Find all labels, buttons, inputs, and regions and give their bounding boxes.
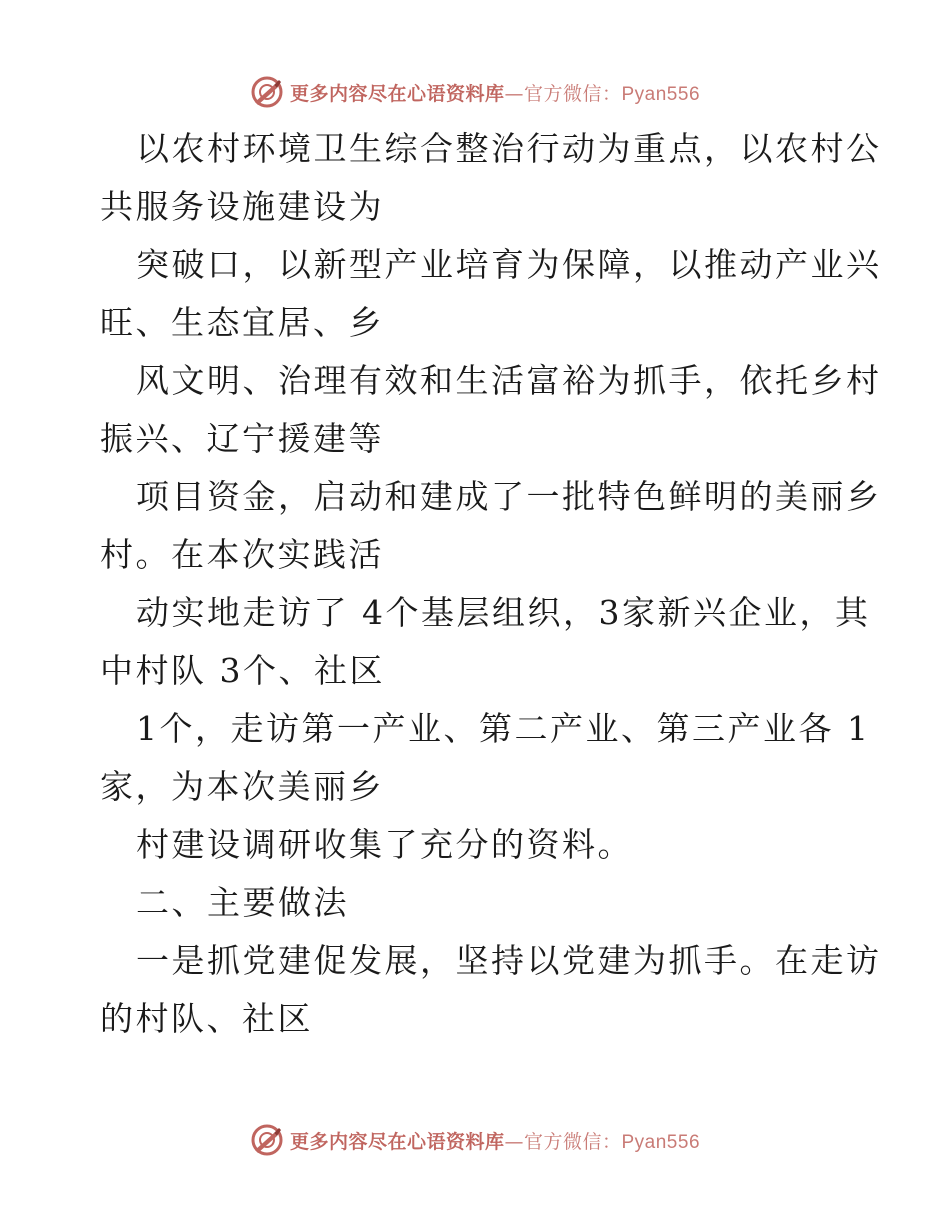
text-line: 1个，走访第一产业、第二产业、第三产业各 1 (136, 709, 871, 748)
text-line: 一是抓党建促发展，坚持以党建为抓手。在走访 (136, 941, 882, 980)
banner-separator: — (504, 1130, 524, 1153)
text-line: 村建设调研收集了充分的资料。 (136, 825, 633, 864)
text-line: 旺、生态宜居、乡 (100, 303, 384, 342)
banner-official-label: 官方微信： (523, 1130, 622, 1153)
document-body (100, 120, 882, 1048)
banner-main: 更多内容尽在心语资料库 (289, 1130, 505, 1153)
header-banner (0, 72, 950, 112)
banner-text (290, 1127, 700, 1154)
banner-separator: — (504, 82, 524, 105)
text-line: 共服务设施建设为 (100, 187, 384, 226)
banner-main: 更多内容尽在心语资料库 (289, 82, 505, 105)
text-line: 家，为本次美丽乡 (100, 767, 384, 806)
text-line: 振兴、辽宁援建等 (100, 419, 384, 458)
banner-text (290, 79, 700, 106)
banner-wechat-id: Pyan556 (621, 1131, 701, 1153)
logo-icon (250, 1123, 284, 1157)
banner-official-label: 官方微信： (523, 82, 622, 105)
text-line: 村。在本次实践活 (100, 535, 384, 574)
text-line: 中村队 3个、社区 (100, 651, 385, 690)
text-line: 突破口，以新型产业培育为保障，以推动产业兴 (136, 245, 882, 284)
banner-wechat-id: Pyan556 (621, 83, 701, 105)
logo-icon (250, 75, 284, 109)
text-line: 的村队、社区 (100, 999, 313, 1038)
text-line: 以农村环境卫生综合整治行动为重点，以农村公 (136, 129, 882, 168)
text-line: 项目资金，启动和建成了一批特色鲜明的美丽乡 (136, 477, 882, 516)
text-line: 动实地走访了 4个基层组织，3家新兴企业，其 (136, 593, 871, 632)
footer-banner (0, 1120, 950, 1160)
text-line: 风文明、治理有效和生活富裕为抓手，依托乡村 (136, 361, 882, 400)
section-heading: 二、主要做法 (136, 883, 349, 922)
